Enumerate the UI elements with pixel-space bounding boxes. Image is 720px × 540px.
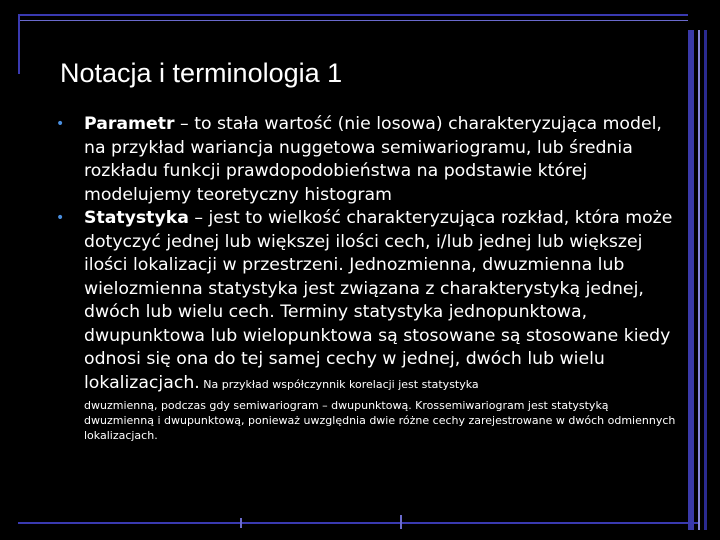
bullet-term: Parametr (84, 114, 175, 134)
slide-body (52, 113, 680, 443)
frame-line-bottom (18, 522, 698, 524)
frame-line-top (18, 14, 688, 16)
bullet-text: – to stała wartość (nie losowa) charakteryzująca model, na przykład wariancja nuggetowa semiwariogramu, lub średnia rozkładu funkcji prawdopodobieństwa na podstawie której modelujemy teoretyczny histogram (84, 114, 662, 205)
bullet-text: – jest to wielkość charakteryzująca rozkład, która może dotyczyć jednej lub większej ilości cech, i/lub jednej lub większej ilości lokalizacji w przestrzeni. Jednozmienna, dwuzmienna lub wielozmienna statystyka jest związana z charakterystyką jednej, dwóch lub wielu cech. Terminy statystyka jednopunktowa, dwupunktowa lub wielopunktowa są stosowane są stosowane kiedy odnosi się ona do tej samej cechy w jednej, dwóch lub wielu lokalizacjach. (84, 208, 673, 393)
slide-title: Notacja i terminologia 1 (60, 58, 343, 88)
frame-line-right-inner (698, 30, 700, 530)
frame-tick-bottom-left (240, 518, 242, 528)
bullet-note-inline: Na przykład współczynnik korelacji jest statystyka (199, 377, 479, 391)
bullet-item-statystyka (52, 207, 680, 443)
bullet-term: Statystyka (84, 208, 189, 228)
bullet-icon: • (56, 210, 65, 226)
frame-line-right-outer (704, 30, 707, 530)
frame-line-left (18, 14, 20, 74)
bullet-note-tail: dwuzmienną, podczas gdy semiwariogram – dwupunktową. Krossemiwariogram jest statystyką dwuzmienną i dwupunktową, ponieważ uwzględnia dwie różne cechy zarejestrowane w dwóch odmiennych lokalizacjach. (84, 399, 676, 442)
bullet-icon: • (56, 116, 65, 132)
frame-tick-bottom (400, 515, 402, 529)
bullet-item-parametr (52, 113, 680, 207)
frame-line-right (688, 30, 694, 530)
frame-line-top-inner (18, 20, 688, 21)
